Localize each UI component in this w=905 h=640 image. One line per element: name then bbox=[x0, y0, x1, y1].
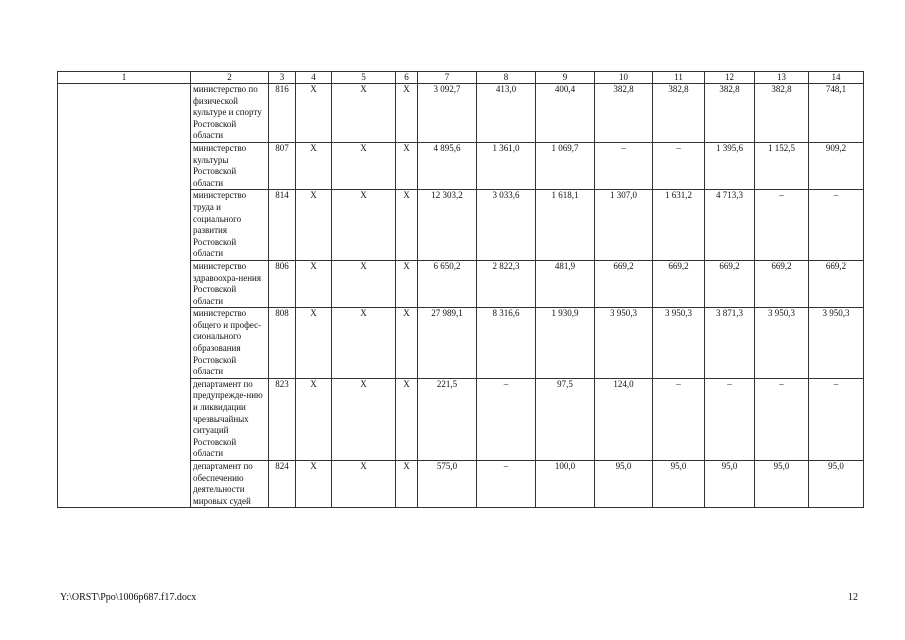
table-cell: Х bbox=[396, 260, 418, 307]
table-row bbox=[58, 308, 864, 379]
table-cell: 95,0 bbox=[809, 461, 864, 508]
table-cell: – bbox=[705, 378, 755, 460]
table-cell: 400,4 bbox=[536, 84, 595, 143]
table-cell: – bbox=[595, 142, 653, 189]
table-cell: Х bbox=[296, 260, 332, 307]
table-cell: 1 069,7 bbox=[536, 142, 595, 189]
table-cell: – bbox=[809, 190, 864, 261]
table-cell: 1 152,5 bbox=[755, 142, 809, 189]
table-cell: 816 bbox=[269, 84, 296, 143]
table-cell-name: министерство культуры Ростовской области bbox=[191, 142, 269, 189]
table-cell: 823 bbox=[269, 378, 296, 460]
table-cell: – bbox=[809, 378, 864, 460]
table-row bbox=[58, 260, 864, 307]
table-cell-name: департамент по предупрежде-нию и ликвидации чрезвычайных ситуаций Ростовской области bbox=[191, 378, 269, 460]
table-cell: Х bbox=[296, 461, 332, 508]
table-cell: 124,0 bbox=[595, 378, 653, 460]
footer-file-path: Y:\ORST\Ppo\1006p687.f17.docx bbox=[60, 592, 197, 603]
table-cell: 4 713,3 bbox=[705, 190, 755, 261]
table-cell-empty bbox=[58, 308, 191, 379]
table-cell: Х bbox=[332, 260, 396, 307]
table-cell-empty bbox=[58, 142, 191, 189]
table-cell: 221,5 bbox=[418, 378, 477, 460]
table-cell: 3 871,3 bbox=[705, 308, 755, 379]
table-cell: – bbox=[755, 378, 809, 460]
column-header: 1 bbox=[58, 72, 191, 84]
table-cell: 807 bbox=[269, 142, 296, 189]
column-header: 3 bbox=[269, 72, 296, 84]
column-header: 10 bbox=[595, 72, 653, 84]
table-cell-name: департамент по обеспечению деятельности мировых судей bbox=[191, 461, 269, 508]
table-row bbox=[58, 142, 864, 189]
table-cell: 669,2 bbox=[595, 260, 653, 307]
header-row bbox=[58, 72, 864, 84]
table-cell: – bbox=[477, 461, 536, 508]
table-cell: 95,0 bbox=[705, 461, 755, 508]
column-header: 14 bbox=[809, 72, 864, 84]
table-cell: Х bbox=[332, 461, 396, 508]
table-cell: 27 989,1 bbox=[418, 308, 477, 379]
table-cell: 669,2 bbox=[755, 260, 809, 307]
table-cell: 3 950,3 bbox=[595, 308, 653, 379]
table-cell: 95,0 bbox=[595, 461, 653, 508]
column-header: 7 bbox=[418, 72, 477, 84]
table-cell-name: министерство труда и социального развития Ростовской области bbox=[191, 190, 269, 261]
table-cell: 814 bbox=[269, 190, 296, 261]
table-cell: 3 950,3 bbox=[809, 308, 864, 379]
column-header: 2 bbox=[191, 72, 269, 84]
table-cell: Х bbox=[396, 461, 418, 508]
table-cell: 3 950,3 bbox=[653, 308, 705, 379]
table-cell: 97,5 bbox=[536, 378, 595, 460]
table-cell-empty bbox=[58, 260, 191, 307]
table-row bbox=[58, 190, 864, 261]
table-cell: Х bbox=[396, 84, 418, 143]
table-cell: 1 930,9 bbox=[536, 308, 595, 379]
table-cell-empty bbox=[58, 378, 191, 460]
table-cell: 748,1 bbox=[809, 84, 864, 143]
column-header: 13 bbox=[755, 72, 809, 84]
table-cell: Х bbox=[296, 142, 332, 189]
table-cell: Х bbox=[396, 308, 418, 379]
table-cell-empty bbox=[58, 461, 191, 508]
table-cell: 3 092,7 bbox=[418, 84, 477, 143]
table-cell: 95,0 bbox=[755, 461, 809, 508]
table-cell: 3 950,3 bbox=[755, 308, 809, 379]
table-cell: Х bbox=[396, 190, 418, 261]
table-body bbox=[58, 84, 864, 508]
table-cell: 382,8 bbox=[595, 84, 653, 143]
table-cell: 669,2 bbox=[705, 260, 755, 307]
table-cell: Х bbox=[296, 84, 332, 143]
table-cell: – bbox=[653, 142, 705, 189]
table-cell: Х bbox=[396, 378, 418, 460]
table-cell: Х bbox=[332, 190, 396, 261]
column-header: 8 bbox=[477, 72, 536, 84]
table-cell: 95,0 bbox=[653, 461, 705, 508]
table-cell: 12 303,2 bbox=[418, 190, 477, 261]
table-cell: 808 bbox=[269, 308, 296, 379]
table-row bbox=[58, 461, 864, 508]
table-cell: Х bbox=[296, 308, 332, 379]
footer-page-number: 12 bbox=[848, 592, 858, 603]
table-cell: Х bbox=[296, 378, 332, 460]
table-cell: 1 395,6 bbox=[705, 142, 755, 189]
table-cell: Х bbox=[332, 84, 396, 143]
table-cell: 413,0 bbox=[477, 84, 536, 143]
table-cell: Х bbox=[332, 308, 396, 379]
table-cell: 382,8 bbox=[755, 84, 809, 143]
column-header: 6 bbox=[396, 72, 418, 84]
table-cell: – bbox=[477, 378, 536, 460]
table-cell: 1 361,0 bbox=[477, 142, 536, 189]
table-row bbox=[58, 84, 864, 143]
table-cell: 669,2 bbox=[809, 260, 864, 307]
table-cell: 806 bbox=[269, 260, 296, 307]
table-cell: Х bbox=[396, 142, 418, 189]
table-cell-empty bbox=[58, 84, 191, 143]
table-cell: 909,2 bbox=[809, 142, 864, 189]
table-cell: 481,9 bbox=[536, 260, 595, 307]
column-header: 4 bbox=[296, 72, 332, 84]
table-cell: 8 316,6 bbox=[477, 308, 536, 379]
data-table bbox=[57, 71, 864, 508]
table-cell: 2 822,3 bbox=[477, 260, 536, 307]
table-cell: 6 650,2 bbox=[418, 260, 477, 307]
column-header: 11 bbox=[653, 72, 705, 84]
column-header: 12 bbox=[705, 72, 755, 84]
table-cell: – bbox=[755, 190, 809, 261]
table-cell: 575,0 bbox=[418, 461, 477, 508]
table-cell: 1 307,0 bbox=[595, 190, 653, 261]
table-cell: 100,0 bbox=[536, 461, 595, 508]
column-header: 5 bbox=[332, 72, 396, 84]
table-cell: 382,8 bbox=[653, 84, 705, 143]
table-cell-name: министерство здравоохра-нения Ростовской области bbox=[191, 260, 269, 307]
table-cell: 1 631,2 bbox=[653, 190, 705, 261]
table-cell: 1 618,1 bbox=[536, 190, 595, 261]
table-cell: Х bbox=[332, 378, 396, 460]
table-row bbox=[58, 378, 864, 460]
table-cell-name: министерство общего и профес-сионального образования Ростовской области bbox=[191, 308, 269, 379]
table-cell-empty bbox=[58, 190, 191, 261]
table-cell-name: министерство по физической культуре и спорту Ростовской области bbox=[191, 84, 269, 143]
table-cell: 669,2 bbox=[653, 260, 705, 307]
table-cell: 3 033,6 bbox=[477, 190, 536, 261]
table-cell: 382,8 bbox=[705, 84, 755, 143]
table-cell: Х bbox=[296, 190, 332, 261]
column-header: 9 bbox=[536, 72, 595, 84]
table-cell: 4 895,6 bbox=[418, 142, 477, 189]
table-cell: Х bbox=[332, 142, 396, 189]
table-cell: 824 bbox=[269, 461, 296, 508]
table-cell: – bbox=[653, 378, 705, 460]
